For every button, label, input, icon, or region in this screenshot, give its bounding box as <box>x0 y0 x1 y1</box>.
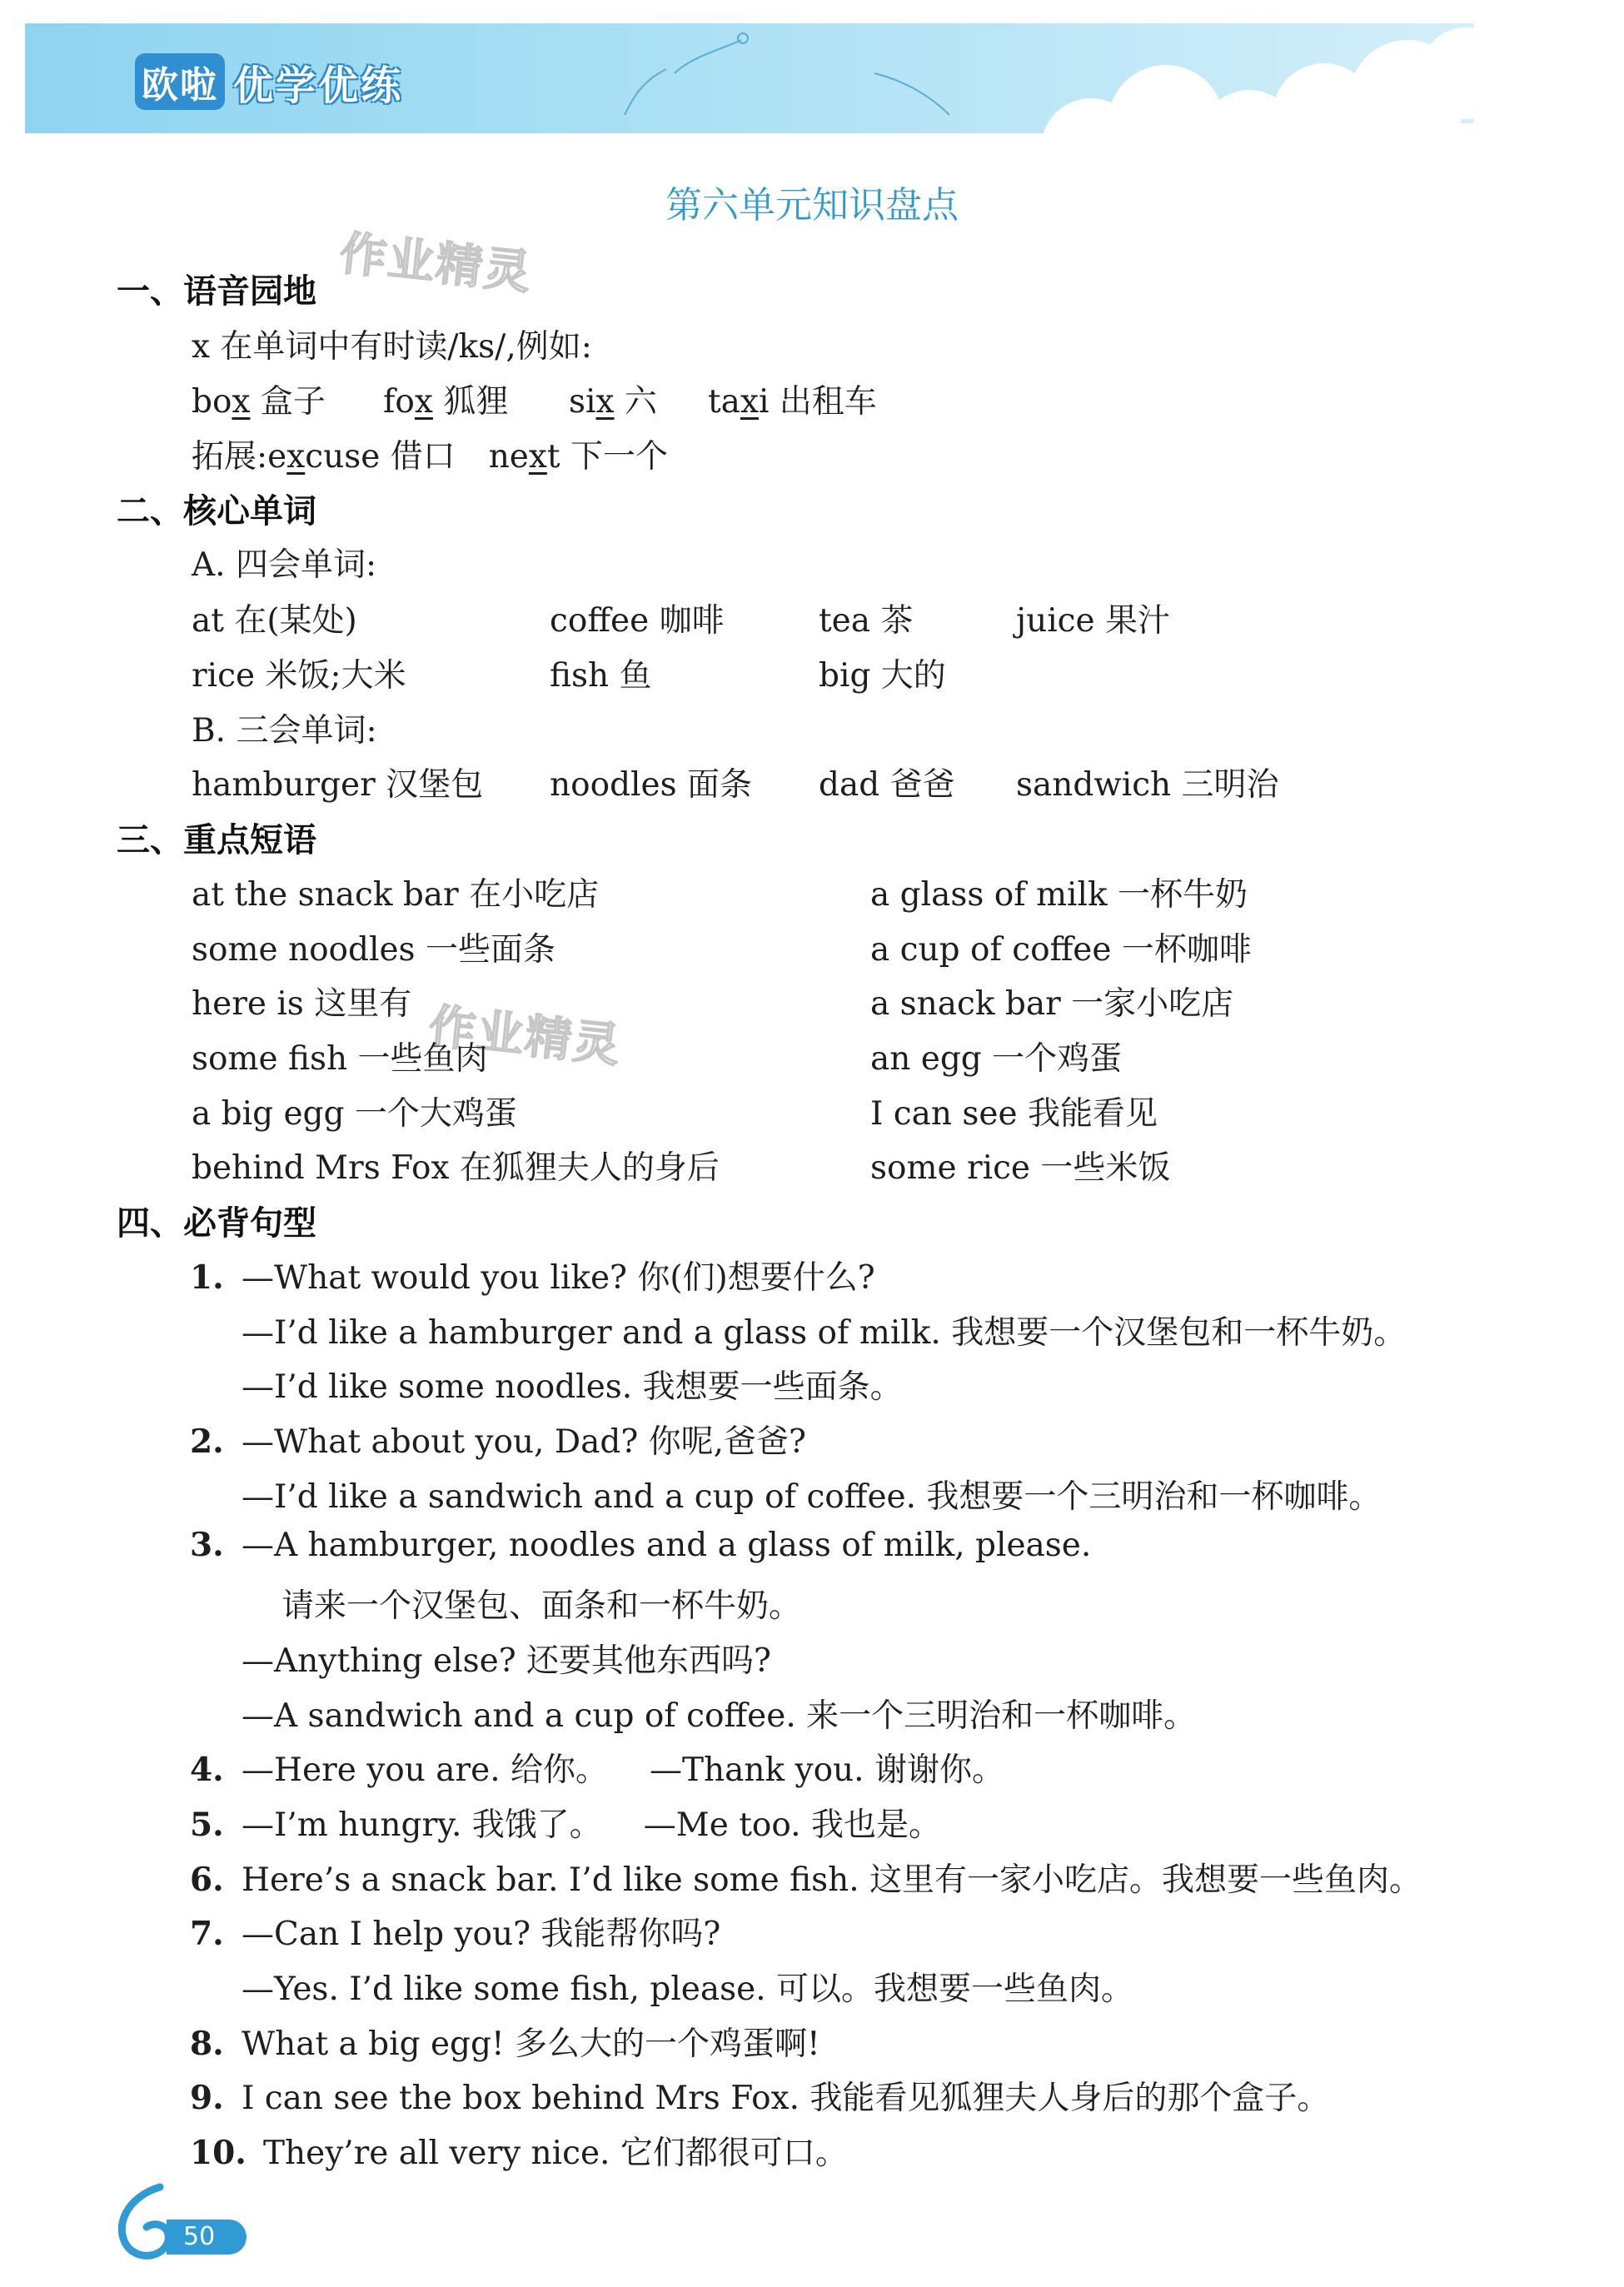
phonics-example: six 六 <box>569 383 657 421</box>
word-item: hamburger 汉堡包 <box>192 766 484 804</box>
header-banner <box>25 23 1474 133</box>
sentence-line: —Yes. I’d like some fish, please. 可以。我想要一些鱼肉。 <box>242 1971 1134 2008</box>
brand-logo <box>135 57 403 107</box>
phrase-item: I can see 我能看见 <box>870 1095 1158 1133</box>
phrase-item: a cup of coffee 一杯咖啡 <box>870 931 1252 969</box>
phrase-item: a snack bar 一家小吃店 <box>870 985 1234 1023</box>
sentence-line: —I’d like a sandwich and a cup of coffee. 我想要一个三明治和一杯咖啡。 <box>242 1478 1382 1516</box>
phrase-item: here is 这里有 <box>192 985 412 1023</box>
phrase-item: a big egg 一个大鸡蛋 <box>192 1095 517 1133</box>
sentence-line: —A sandwich and a cup of coffee. 来一个三明治和一杯咖啡。 <box>242 1697 1197 1735</box>
word-item: juice 果汁 <box>1016 602 1171 640</box>
phonics-example: fox 狐狸 <box>383 383 509 421</box>
phonics-rule: x 在单词中有时读/ks/,例如: <box>192 328 592 366</box>
phrase-item: an egg 一个鸡蛋 <box>870 1040 1123 1078</box>
brand-logo-name: 优学优练 <box>233 62 404 109</box>
word-item: at 在(某处) <box>192 602 357 640</box>
word-item: rice 米饭;大米 <box>192 657 406 695</box>
word-item: sandwich 三明治 <box>1016 766 1279 804</box>
word-item: big 大的 <box>819 657 946 695</box>
watermark: 作业精灵 <box>336 227 536 301</box>
phrase-item: a glass of milk 一杯牛奶 <box>870 876 1248 914</box>
sentence-line: 请来一个汉堡包、面条和一杯牛奶。 <box>281 1587 802 1625</box>
phonics-example: taxi 出租车 <box>708 383 877 421</box>
phrase-item: some noodles 一些面条 <box>192 931 555 969</box>
word-item: coffee 咖啡 <box>550 602 725 640</box>
section-heading-key-phrases: 三、重点短语 <box>117 821 316 859</box>
watermark: 作业精灵 <box>426 999 625 1074</box>
word-item: fish 鱼 <box>550 657 652 695</box>
sentence-item: 3. —A hamburger, noodles and a glass of milk, please. <box>190 1526 1092 1564</box>
brand-logo-prefix: 欧啦 <box>135 53 225 110</box>
sentence-item: 5. —I’m hungry. 我饿了。 —Me too. 我也是。 <box>190 1806 941 1844</box>
word-item: tea 茶 <box>819 602 914 640</box>
sentence-line: —I’d like a hamburger and a glass of milk. 我想要一个汉堡包和一杯牛奶。 <box>242 1314 1407 1352</box>
word-item: dad 爸爸 <box>819 766 955 804</box>
sentence-item: 4. —Here you are. 给你。 —Thank you. 谢谢你。 <box>190 1751 1004 1789</box>
phonics-example: box 盒子 <box>192 383 326 421</box>
sentence-item: 7. —Can I help you? 我能帮你吗? <box>190 1915 721 1953</box>
words-b-label: B. 三会单词: <box>192 712 377 750</box>
sentence-item: 8. What a big egg! 多么大的一个鸡蛋啊! <box>190 2025 820 2063</box>
page-title: 第六单元知识盘点 <box>665 184 959 227</box>
phrase-item: behind Mrs Fox 在狐狸夫人的身后 <box>192 1149 720 1187</box>
sentence-item: 10. They’re all very nice. 它们都很可口。 <box>190 2134 848 2172</box>
phrase-item: some rice 一些米饭 <box>870 1149 1171 1187</box>
section-heading-sentence-patterns: 四、必背句型 <box>117 1204 316 1243</box>
section-heading-phonics: 一、语音园地 <box>117 272 316 311</box>
sentence-item: 1. —What would you like? 你(们)想要什么? <box>190 1258 875 1297</box>
sentence-line: —Anything else? 还要其他东西吗? <box>242 1642 771 1680</box>
sentence-item: 9. I can see the box behind Mrs Fox. 我能看见狐狸夫人身后的那个盒子。 <box>190 2079 1330 2117</box>
sentence-item: 2. —What about you, Dad? 你呢,爸爸? <box>190 1423 806 1461</box>
phonics-extension: 拓展:excuse 借口 next 下一个 <box>192 438 668 476</box>
sentence-item: 6. Here’s a snack bar. I’d like some fish. 这里有一家小吃店。我想要一些鱼肉。 <box>190 1861 1422 1899</box>
section-heading-core-words: 二、核心单词 <box>117 492 316 531</box>
word-item: noodles 面条 <box>550 766 753 804</box>
phrase-item: at the snack bar 在小吃店 <box>192 876 600 914</box>
phrase-item: some fish 一些鱼肉 <box>192 1040 488 1078</box>
words-a-label: A. 四会单词: <box>192 546 377 584</box>
sentence-line: —I’d like some noodles. 我想要一些面条。 <box>242 1368 903 1406</box>
page-number: 50 <box>167 2220 247 2255</box>
